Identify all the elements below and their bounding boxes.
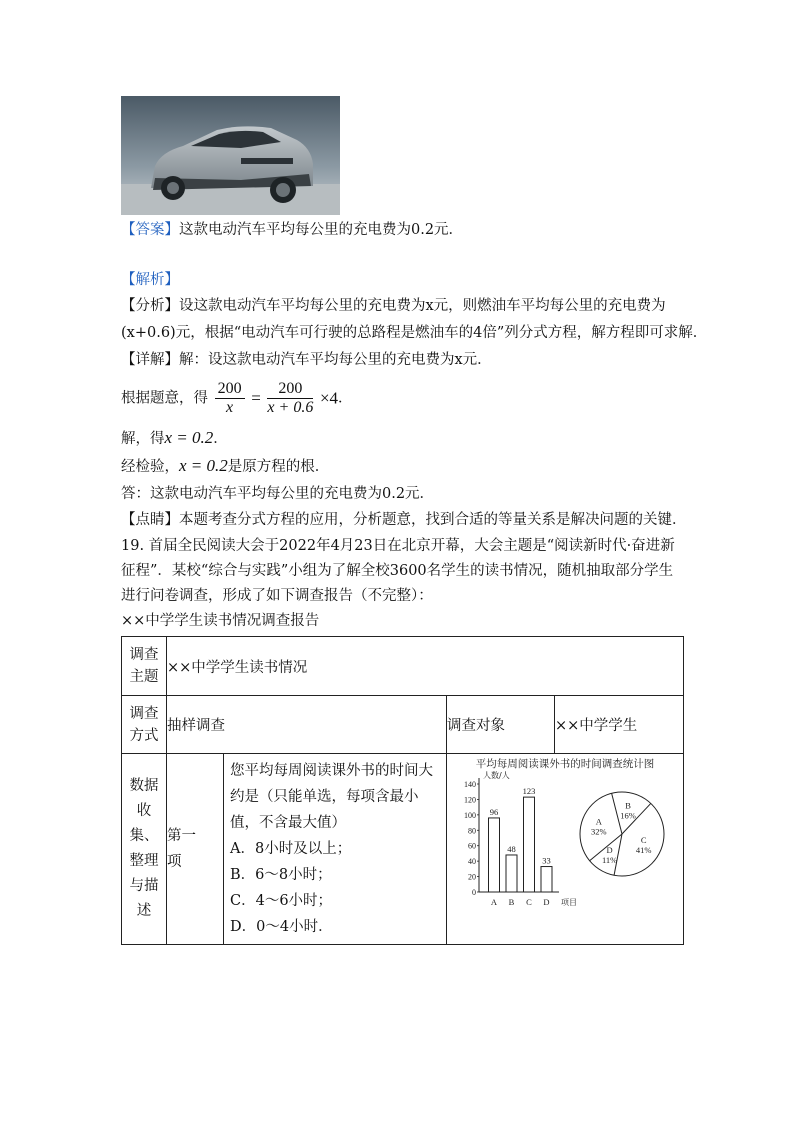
lhs-num: 200 [215,380,245,399]
bar [489,818,500,892]
y-tick-label: 120 [464,795,476,805]
solve-line [121,428,228,449]
fenxi-line2: (x+0.6)元，根据“电动汽车可行驶的总路程是燃油车的4倍”列分式方程，解方程即可求解． [121,325,708,341]
pie-slice-percent: 32% [591,826,607,837]
answer-line [121,220,463,240]
pie-slice-percent: 16% [620,810,636,821]
y-tick-label: 0 [472,888,476,897]
bar-value-label: 96 [489,806,499,817]
equation-prefix: 根据题意，得 [121,390,208,407]
check-expr: x = 0.2 [179,456,228,475]
equals-sign: = [251,388,261,408]
topic-label: 调查 主题 [122,637,167,696]
rhs-den: x + 0.6 [267,399,314,416]
pie-slice-label: B [625,800,631,811]
bar-value-label: 123 [522,786,536,797]
bar [524,797,535,892]
report-table [121,636,684,945]
y-tick-label: 140 [464,780,476,789]
answer-text: 这款电动汽车平均每公里的充电费为0.2元． [179,222,464,238]
bar-value-label: 33 [542,855,551,866]
x-tick-label: A [490,897,498,907]
equation-line [121,380,353,417]
method-label: 调查 方式 [122,696,167,754]
lhs-fraction [215,380,245,417]
solve-prefix: 解，得 [121,431,165,447]
fenxi-text1: 设这款电动汽车平均每公里的充电费为x元，则燃油车平均每公里的充电费为 [179,298,666,314]
reply-line: 答：这款电动汽车平均每公里的充电费为0.2元． [121,486,435,502]
pie-slice-label: A [595,816,602,827]
solve-end: ． [213,431,228,447]
object-label: 调查对象 [447,696,555,754]
table-row [122,696,684,754]
q19-line2: 征程”．某校“综合与实践”小组为了解全校3600名学生的读书情况，随机抽取部分学生 [121,563,674,579]
analysis-tag: 【解析】 [121,272,179,288]
pie-slice-percent: 41% [635,845,652,856]
fenxi-tag: 【分析】 [121,298,179,314]
equation-end: ． [338,390,353,407]
method-value: 抽样调查 [167,696,447,754]
option-c: C．4～6小时； [230,893,333,909]
y-axis-label: 人数/人 [483,771,510,780]
data-label: 数据 收 集、 整理 与描 述 [122,754,167,945]
xiangjie-text: 解：设这款电动汽车平均每公里的充电费为x元． [179,352,492,368]
fenxi-line1 [121,296,666,316]
question-line: 您平均每周阅读课外书的时间大 [230,763,433,779]
pie-slice-label: D [606,844,613,855]
xiangjie-tag: 【详解】 [121,352,179,368]
bar [506,855,517,892]
x-tick-label: D [543,897,550,907]
x-tick-label: C [526,897,532,907]
car-photo [121,96,340,215]
lhs-den: x [226,399,234,416]
y-tick-label: 20 [468,872,476,882]
option-a: A．8小时及以上； [230,841,352,857]
dianjing-text: 本题考查分式方程的应用，分析题意，找到合适的等量关系是解决问题的关键． [179,512,687,528]
pie-slice-label: C [640,835,647,846]
y-tick-label: 100 [464,810,476,820]
pie-slice-percent: 11% [601,854,618,865]
reading-chart [447,754,683,939]
topic-value: ××中学学生读书情况 [167,637,684,696]
q19-line3: 进行问卷调查，形成了如下调查报告（不完整）： [121,588,433,604]
xiangjie-line [121,350,492,370]
answer-tag: 【答案】 [121,222,179,238]
item-label: 第一 项 [167,754,224,945]
times-four: ×4 [319,388,339,408]
table-row [122,754,684,945]
check-line [121,456,329,477]
table-row [122,637,684,696]
option-b: B．6～8小时； [230,867,332,883]
report-title: ××中学学生读书情况调查报告 [121,613,320,629]
rhs-fraction [267,380,313,417]
y-tick-label: 60 [468,841,476,851]
check-prefix: 经检验， [121,459,179,475]
solve-expr: x = 0.2 [164,428,214,447]
q19-line1: 19. 首届全民阅读大会于2022年4月23日在北京开幕，大会主题是“阅读新时代·奋进新 [121,538,675,554]
question-line: 值，不含最大值） [230,815,346,831]
dianjing-line [121,510,687,530]
question-cell [224,754,447,945]
chart-title: 平均每周阅读课外书的时间调查统计图 [475,758,655,770]
y-tick-label: 40 [468,857,476,867]
option-d: D．0～4小时． [230,919,333,935]
x-axis-label: 项目 [561,898,577,907]
bar [541,867,552,892]
bar-value-label: 48 [507,843,516,854]
y-tick-label: 80 [468,826,476,836]
question-line: 约是（只能单选，每项含最小 [230,789,419,805]
dianjing-tag: 【点睛】 [121,512,179,528]
object-value: ××中学学生 [555,696,684,754]
rhs-num: 200 [267,380,313,399]
chart-cell [447,754,684,945]
check-suffix: 是原方程的根． [227,459,330,475]
x-tick-label: B [508,897,515,907]
